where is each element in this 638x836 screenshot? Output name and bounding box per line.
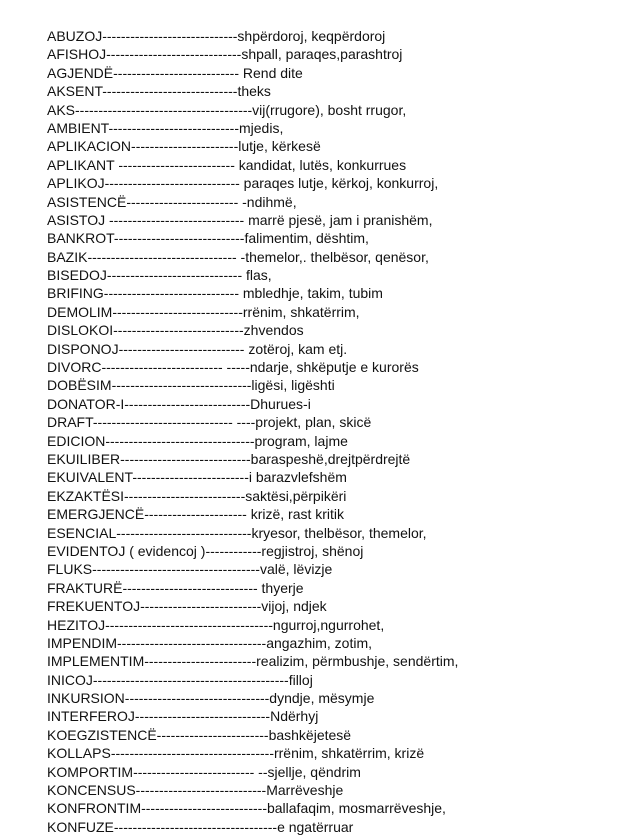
glossary-entry: KOEGZISTENCË------------------------bashkëjetesë xyxy=(47,726,352,743)
glossary-entry: INKURSION-------------------------------dyndje, mësymje xyxy=(47,690,375,707)
glossary-entry: KONCENSUS----------------------------Marrëveshje xyxy=(47,782,344,799)
glossary-entry: KOLLAPS-----------------------------------rrënim, shkatërrim, krizë xyxy=(47,745,425,762)
glossary-entry: ASISTENCË------------------------ -ndihmë, xyxy=(47,193,297,210)
glossary-entry: IMPENDIM--------------------------------angazhim, zotim, xyxy=(47,634,373,651)
glossary-entry: IMPLEMENTIM------------------------realizim, përmbushje, sendërtim, xyxy=(47,653,459,670)
glossary-entry: FRAKTURË----------------------------- thyerje xyxy=(47,579,304,596)
glossary-entry: EKUILIBER----------------------------baraspeshë,drejtpërdrejtë xyxy=(47,450,411,467)
glossary-entry: EDICION--------------------------------program, lajme xyxy=(47,432,348,449)
glossary-entry: AKSENT-----------------------------theks xyxy=(47,83,271,100)
glossary-entry: BISEDOJ----------------------------- flas, xyxy=(47,267,272,284)
glossary-entry: DEMOLIM----------------------------rrënim, shkatërrim, xyxy=(47,303,360,320)
glossary-entry: AMBIENT----------------------------mjedis, xyxy=(47,119,284,136)
glossary-entry: ABUZOJ-----------------------------shpërdoroj, keqpërdoroj xyxy=(47,28,386,44)
glossary-entry: ESENCIAL-----------------------------kryesor, thelbësor, themelor, xyxy=(47,524,427,541)
glossary-entry: KONFRONTIM---------------------------ballafaqim, mosmarrëveshje, xyxy=(47,800,446,817)
glossary-list xyxy=(47,27,617,836)
glossary-entry: ASISTOJ ----------------------------- marrë pjesë, jam i pranishëm, xyxy=(47,211,433,228)
glossary-entry: FLUKS------------------------------------valë, lëvizje xyxy=(47,561,333,578)
glossary-entry: APLIKACION-----------------------lutje, kërkesë xyxy=(47,138,321,155)
glossary-entry: DISPONOJ--------------------------- zotëroj, kam etj. xyxy=(47,340,348,357)
glossary-entry: AKS--------------------------------------vij(rrugore), bosht rrugor, xyxy=(47,101,407,118)
glossary-entry: APLIKANT ------------------------- kandidat, lutës, konkurrues xyxy=(47,156,407,173)
glossary-entry: DONATOR-I---------------------------Dhurues-i xyxy=(47,395,311,412)
glossary-entry: EMERGJENCË---------------------- krizë, rast kritik xyxy=(47,506,345,523)
glossary-entry: FREKUENTOJ--------------------------vijoj, ndjek xyxy=(47,598,327,615)
glossary-entry: KONFUZE-----------------------------------e ngatërruar xyxy=(47,818,354,835)
glossary-entry: BAZIK-------------------------------- -themelor,. thelbësor, qenësor, xyxy=(47,248,429,265)
glossary-entry: DOBËSIM------------------------------ligësi, ligështi xyxy=(47,377,335,394)
glossary-entry: AGJENDË--------------------------- Rend dite xyxy=(47,64,303,81)
glossary-entry: INICOJ------------------------------------------filloj xyxy=(47,671,313,688)
glossary-entry: BANKROT----------------------------falimentim, dështim, xyxy=(47,230,369,247)
glossary-entry: DIVORC-------------------------- -----ndarje, shkëputje e kurorës xyxy=(47,359,419,376)
glossary-entry: AFISHOJ-----------------------------shpall, paraqes,parashtroj xyxy=(47,46,403,63)
glossary-entry: DRAFT------------------------------ ----projekt, plan, skicë xyxy=(47,414,372,431)
glossary-entry: HEZITOJ------------------------------------ngurroj,ngurrohet, xyxy=(47,616,385,633)
glossary-entry: KOMPORTIM-------------------------- --sjellje, qëndrim xyxy=(47,763,361,780)
glossary-entry: BRIFING----------------------------- mbledhje, takim, tubim xyxy=(47,285,383,302)
glossary-entry: EVIDENTOJ ( evidencoj )------------regjistroj, shënoj xyxy=(47,542,364,559)
glossary-entry: INTERFEROJ-----------------------------Ndërhyj xyxy=(47,708,319,725)
glossary-entry: EKZAKTËSI--------------------------saktësi,përpikëri xyxy=(47,487,347,504)
glossary-entry: EKUIVALENT-------------------------i barazvlefshëm xyxy=(47,469,347,486)
glossary-entry: APLIKOJ----------------------------- paraqes lutje, kërkoj, konkurroj, xyxy=(47,175,439,192)
glossary-entry: DISLOKOI----------------------------zhvendos xyxy=(47,322,304,339)
